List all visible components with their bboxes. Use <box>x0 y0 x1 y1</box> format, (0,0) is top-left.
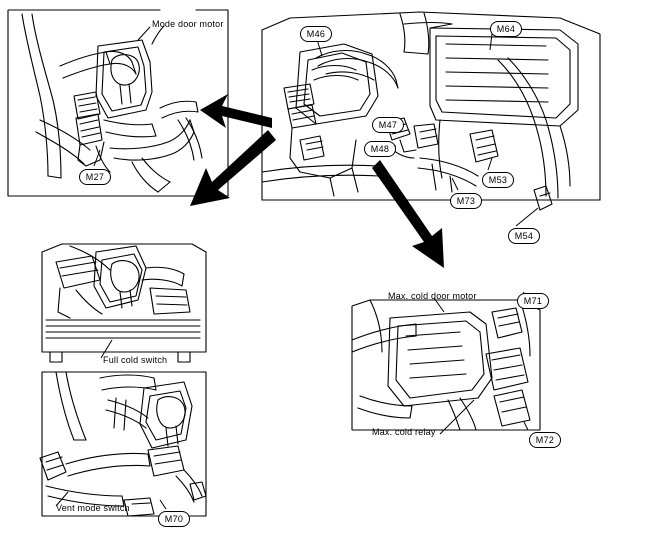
callout-max-cold-door-motor: Max. cold door motor <box>388 291 477 301</box>
connector-tag-m53: M53 <box>482 172 514 188</box>
callout-vent-mode-switch: Vent mode switch <box>56 503 130 513</box>
connector-tag-m72: M72 <box>529 432 561 448</box>
connector-tag-m46: M46 <box>300 26 332 42</box>
callout-max-cold-relay: Max. cold relay <box>372 427 436 437</box>
connector-tag-m71: M71 <box>517 293 549 309</box>
callout-full-cold-switch: Full cold switch <box>103 355 168 365</box>
connector-tag-m27: M27 <box>79 169 111 185</box>
connector-tag-m70: M70 <box>158 511 190 527</box>
tag-leader-lines <box>94 34 538 509</box>
connector-tag-m48: M48 <box>364 141 396 157</box>
connector-tag-m64: M64 <box>490 21 522 37</box>
connector-tag-m47: M47 <box>372 117 404 133</box>
connector-tag-m54: M54 <box>508 228 540 244</box>
callout-mode-door-motor: Mode door motor <box>152 19 224 29</box>
connector-tag-m73: M73 <box>450 193 482 209</box>
